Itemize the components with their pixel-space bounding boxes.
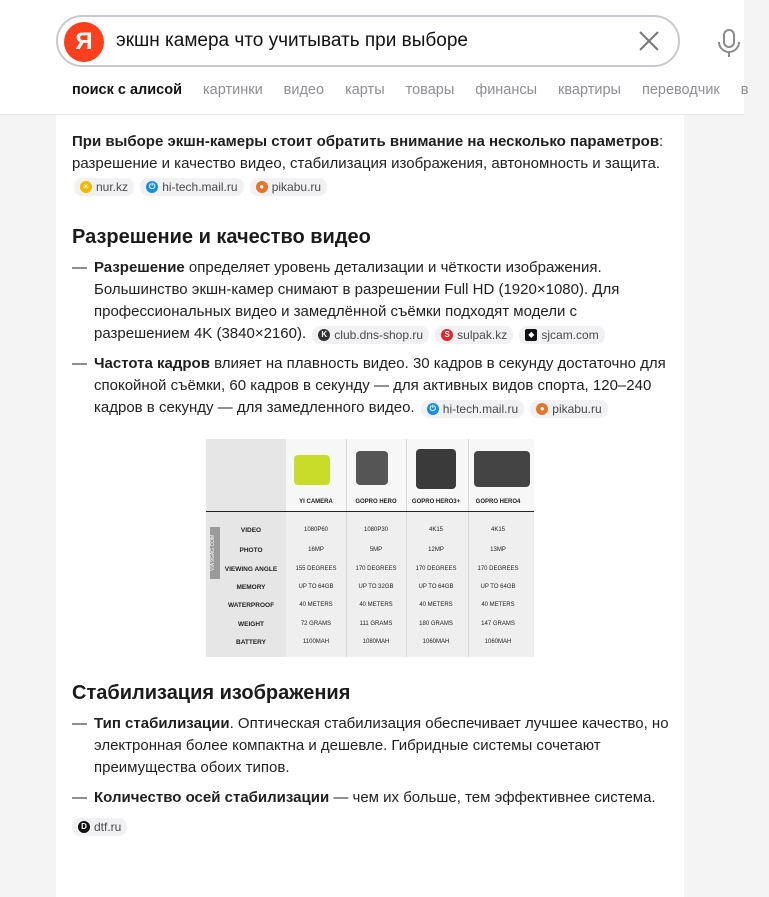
table-cell: 4K15: [490, 527, 505, 533]
item-bold: Тип стабилизации: [94, 715, 230, 732]
list-item: [72, 713, 670, 779]
list-item: [72, 257, 670, 345]
source-label: sjcam.com: [541, 328, 599, 342]
item-bold: Разрешение: [94, 259, 185, 276]
item-text: . Оптическая стабилизация обеспечивает лучшее качество, но электронная более компактна и дешевле. Гибридные системы сочетают преимущества обоих типов.: [94, 715, 669, 776]
table-cell: 40 METERS: [299, 602, 333, 608]
dash: —: [72, 355, 87, 372]
source-label: sulpak.kz: [457, 328, 508, 342]
table-cell: 170 DEGREES: [355, 566, 397, 572]
row-label: WATERPROOF: [227, 602, 275, 609]
source-chip[interactable]: [250, 178, 327, 196]
search-box[interactable]: [56, 15, 680, 67]
dns-icon: K: [318, 329, 330, 341]
source-label: hi-tech.mail.ru: [162, 180, 238, 194]
watermark: VIA 9GAG.COM: [210, 527, 220, 579]
source-chip[interactable]: [421, 400, 524, 418]
intro-paragraph: [72, 131, 670, 197]
item-text: — чем их больше, тем эффективнее система.: [329, 789, 656, 806]
item-text: определяет уровень детализации и чёткости изображения. Большинство экшн-камер снимают в разрешении Full HD (1920×1080). Для профессиональных видео и замедлённой съёмки подходят модели с разрешением 4K (3840×2160).: [94, 259, 620, 342]
table-cell: 1080P30: [363, 527, 389, 533]
tab-more[interactable]: в: [740, 82, 749, 98]
source-chip[interactable]: [72, 818, 127, 836]
gopro-hero-icon: [356, 451, 388, 485]
item-text: влияет на плавность видео. 30 кадров в секунду достаточно для спокойной съёмки, 60 кадров в секунду — для активных видов спорта, 120–240 кадров в секунду — для замедленного видео.: [94, 355, 666, 416]
column-header: GOPRO HERO3+: [411, 499, 461, 505]
comparison-image[interactable]: [206, 439, 534, 657]
source-label: dtf.ru: [94, 819, 122, 834]
source-label: nur.kz: [96, 180, 129, 194]
sulpak-icon: S: [441, 329, 453, 341]
section-title: Разрешение и качество видео: [72, 226, 371, 248]
table-cell: 40 METERS: [419, 602, 453, 608]
table-cell: UP TO 64GB: [418, 584, 454, 590]
tab-realty[interactable]: квартиры: [558, 82, 621, 98]
dash: —: [72, 789, 87, 806]
source-chip[interactable]: [74, 178, 134, 196]
row-label: WEIGHT: [238, 621, 264, 628]
table-cell: 147 GRAMS: [481, 621, 515, 627]
source-label: pikabu.ru: [552, 402, 602, 416]
gopro-hero3-icon: [416, 449, 456, 489]
list-item: [72, 787, 670, 809]
dash: —: [72, 715, 87, 732]
table-cell: 1080P60: [303, 527, 329, 533]
column-header: GOPRO HERO4: [475, 499, 521, 505]
dtf-icon: D: [78, 821, 90, 833]
top-bar: [0, 0, 749, 115]
search-input[interactable]: экшн камера что учитывать при выборе: [116, 30, 468, 51]
row-label: BATTERY: [236, 639, 266, 646]
pikabu-icon: ●: [256, 181, 268, 193]
table-cell: UP TO 64GB: [298, 584, 334, 590]
tab-alice[interactable]: поиск с алисой: [72, 82, 182, 98]
microphone-icon[interactable]: [716, 28, 742, 58]
section-title: Стабилизация изображения: [72, 682, 351, 704]
sun-icon: ☀: [80, 181, 92, 193]
sjcam-icon: ◆: [525, 329, 537, 341]
row-label: MEMORY: [236, 584, 266, 591]
tab-finance[interactable]: финансы: [475, 82, 538, 98]
header-line: [206, 511, 534, 512]
table-cell: 1080MAH: [362, 639, 390, 645]
row-label: VIEWING ANGLE: [224, 566, 278, 573]
table-cell: 12MP: [428, 547, 444, 553]
item-bold: Частота кадров: [94, 355, 210, 372]
source-chip[interactable]: [140, 178, 243, 196]
table-cell: 40 METERS: [481, 602, 515, 608]
yandex-logo[interactable]: Я: [64, 22, 104, 62]
source-label: hi-tech.mail.ru: [442, 402, 519, 416]
table-cell: UP TO 64GB: [480, 584, 516, 590]
tab-maps[interactable]: карты: [345, 82, 385, 98]
answer-card: [56, 115, 684, 897]
table-cell: UP TO 32GB: [358, 584, 394, 590]
pikabu-icon: ●: [536, 403, 548, 415]
table-cell: 180 GRAMS: [419, 621, 453, 627]
yi-camera-icon: [294, 455, 330, 485]
list-item: [72, 353, 670, 419]
tab-translate[interactable]: переводчик: [641, 82, 720, 98]
table-cell: 5MP: [369, 547, 383, 553]
row-label: VIDEO: [240, 527, 262, 534]
row-label: PHOTO: [239, 547, 263, 554]
table-cell: 1060MAH: [484, 639, 512, 645]
search-tabs: [72, 82, 769, 106]
source-chip[interactable]: [519, 326, 604, 344]
source-chip[interactable]: [312, 326, 429, 344]
close-icon[interactable]: [638, 30, 660, 52]
source-chip[interactable]: [530, 400, 607, 418]
tab-goods[interactable]: товары: [405, 82, 455, 98]
intro-bold: При выборе экшн-камеры стоит обратить внимание на несколько параметров: [72, 133, 660, 150]
table-cell: 16MP: [308, 547, 324, 553]
power-icon: ⏻: [146, 181, 158, 193]
intro-text: : разрешение и качество видео, стабилизация изображения, автономность и защита.: [72, 133, 664, 172]
gopro-hero4-icon: [474, 451, 530, 487]
table-cell: 4K15: [428, 527, 443, 533]
dash: —: [72, 259, 87, 276]
table-cell: 170 DEGREES: [415, 566, 457, 572]
power-icon: ⏻: [427, 403, 439, 415]
sources-row: [72, 817, 670, 836]
source-label: pikabu.ru: [271, 180, 322, 194]
table-cell: 170 DEGREES: [477, 566, 519, 572]
item-bold: Количество осей стабилизации: [94, 789, 330, 806]
tab-video[interactable]: видео: [283, 82, 325, 98]
source-chip[interactable]: [435, 326, 513, 344]
table-cell: 1060MAH: [422, 639, 450, 645]
table-cell: 72 GRAMS: [300, 621, 332, 627]
table-cell: 40 METERS: [359, 602, 393, 608]
column-header: YI CAMERA: [299, 499, 333, 505]
table-cell: 111 GRAMS: [359, 621, 393, 627]
table-cell: 155 DEGREES: [295, 566, 337, 572]
table-cell: 1100MAH: [302, 639, 330, 645]
tab-images[interactable]: картинки: [203, 82, 263, 98]
column-header: GOPRO HERO: [355, 499, 397, 505]
source-label: club.dns-shop.ru: [334, 328, 423, 342]
table-cell: 13MP: [490, 547, 506, 553]
